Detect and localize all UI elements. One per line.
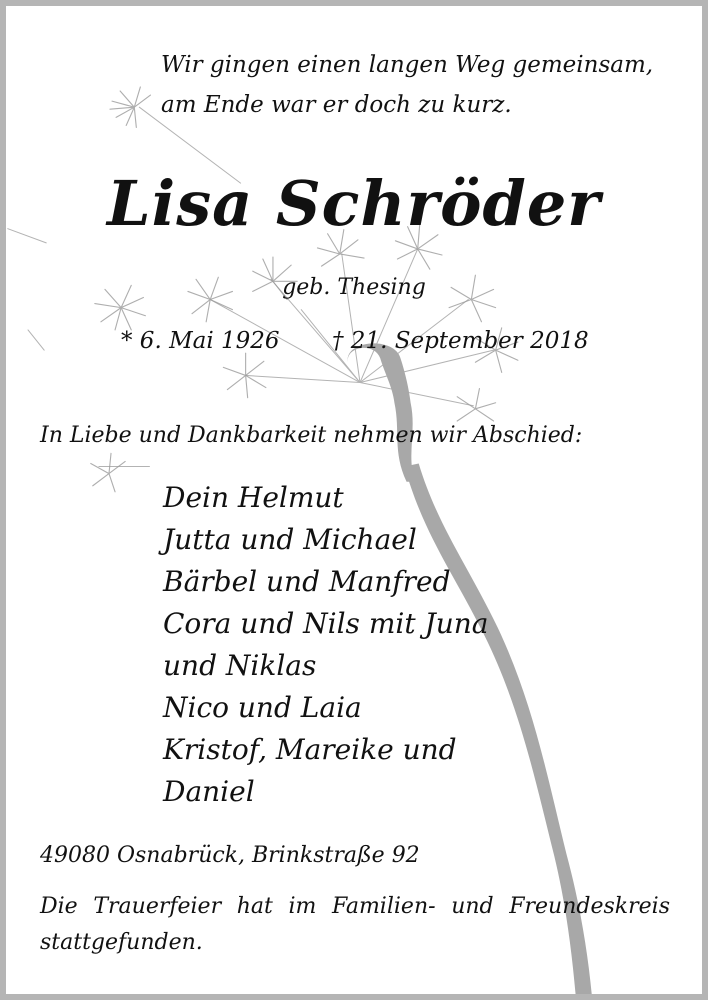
funeral-note: Die Trauerfeier hat im Familien- und Freundeskreis stattgefunden. bbox=[40, 894, 670, 955]
mourner-line: und Niklas bbox=[163, 649, 317, 682]
mourner-line: Daniel bbox=[163, 775, 255, 808]
deceased-name: Lisa Schröder bbox=[107, 167, 601, 240]
motto-line-2: am Ende war er doch zu kurz. bbox=[161, 92, 512, 118]
mourner-line: Dein Helmut bbox=[163, 481, 344, 514]
mourners-list bbox=[163, 477, 488, 813]
maiden-name: geb. Thesing bbox=[282, 275, 426, 300]
birth-date: * 6. Mai 1926 bbox=[121, 328, 280, 354]
mourner-line: Kristof, Mareike und bbox=[163, 733, 457, 766]
mourner-line: Cora und Nils mit Juna bbox=[163, 607, 489, 640]
address: 49080 Osnabrück, Brinkstraße 92 bbox=[40, 843, 420, 868]
farewell-intro: In Liebe und Dankbarkeit nehmen wir Abschied: bbox=[40, 423, 583, 448]
death-date: † 21. September 2018 bbox=[332, 328, 589, 354]
mourner-line: Jutta und Michael bbox=[163, 523, 417, 556]
mourner-line: Nico und Laia bbox=[163, 691, 362, 724]
motto-line-1: Wir gingen einen langen Weg gemeinsam, bbox=[161, 52, 654, 78]
mourner-line: Bärbel und Manfred bbox=[163, 565, 451, 598]
